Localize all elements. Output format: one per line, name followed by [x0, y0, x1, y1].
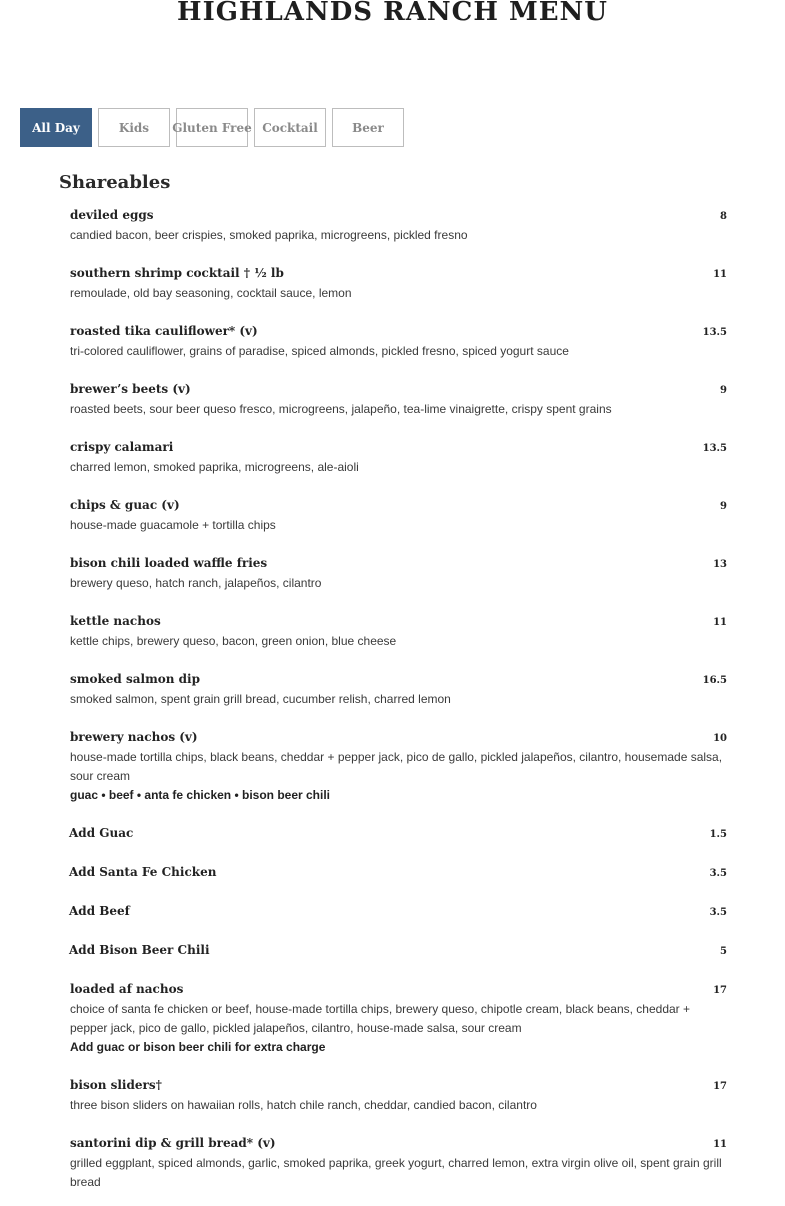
item-price: 9 — [720, 385, 727, 396]
item-name: southern shrimp cocktail † ½ lb — [70, 266, 284, 280]
menu-item — [70, 498, 727, 556]
item-name: roasted tika cauliflower* (v) — [70, 324, 258, 338]
item-price: 16.5 — [702, 675, 727, 686]
item-name: kettle nachos — [70, 614, 161, 628]
tab-kids[interactable]: Kids — [98, 108, 170, 147]
item-price: 17 — [713, 1081, 727, 1092]
item-description: house-made guacamole + tortilla chips — [70, 518, 276, 532]
item-name: chips & guac (v) — [70, 498, 180, 512]
addon-item — [70, 865, 727, 904]
item-name: deviled eggs — [70, 208, 154, 222]
item-name: smoked salmon dip — [70, 672, 201, 686]
item-price: 8 — [720, 211, 727, 222]
item-price: 11 — [713, 617, 727, 628]
item-price: 11 — [713, 1139, 727, 1150]
addon-price: 3.5 — [709, 868, 727, 879]
menu-item — [70, 556, 727, 614]
item-price: 13 — [713, 559, 727, 570]
item-description: tri-colored cauliflower, grains of paradise, spiced almonds, pickled fresno, spiced yogurt sauce — [70, 344, 569, 358]
menu-item — [70, 440, 727, 498]
addon-name: Add Beef — [69, 904, 130, 918]
item-price: 11 — [713, 269, 727, 280]
addon-item — [70, 826, 727, 865]
item-name: brewery nachos (v) — [70, 730, 198, 744]
item-description: three bison sliders on hawaiian rolls, hatch chile ranch, cheddar, candied bacon, cilantro — [70, 1098, 537, 1112]
addon-price: 1.5 — [709, 829, 727, 840]
item-description: kettle chips, brewery queso, bacon, green onion, blue cheese — [70, 634, 397, 648]
item-options: Add guac or bison beer chili for extra charge — [70, 1040, 326, 1054]
addon-item — [70, 943, 727, 982]
addon-name: Add Bison Beer Chili — [69, 943, 210, 957]
item-description: choice of santa fe chicken or beef, house-made tortilla chips, brewery queso, chipotle cream, black beans, cheddar + pepper jack, pico de gallo, pickled jalapeños, cilantro, house-made salsa, sour cream — [70, 1002, 691, 1035]
menu-items-list — [70, 208, 727, 1206]
tab-beer[interactable]: Beer — [332, 108, 404, 147]
item-name: santorini dip & grill bread* (v) — [70, 1136, 276, 1150]
item-description: grilled eggplant, spiced almonds, garlic, smoked paprika, greek yogurt, charred lemon, extra virgin olive oil, spent grain grill bread — [70, 1156, 722, 1189]
menu-item — [70, 382, 727, 440]
tab-all-day[interactable]: All Day — [20, 108, 92, 147]
menu-item — [70, 672, 727, 730]
item-description: candied bacon, beer crispies, smoked paprika, microgreens, pickled fresno — [70, 228, 468, 242]
addon-item — [70, 904, 727, 943]
item-options: guac • beef • anta fe chicken • bison beer chili — [70, 788, 331, 802]
item-description: house-made tortilla chips, black beans, cheddar + pepper jack, pico de gallo, pickled jalapeños, cilantro, housemade salsa, sour cream — [70, 750, 723, 783]
section-title-shareables: Shareables — [59, 172, 171, 193]
addon-price: 5 — [720, 946, 727, 957]
menu-item — [70, 614, 727, 672]
tab-gluten-free[interactable]: Gluten Free — [176, 108, 248, 147]
item-name: bison sliders† — [70, 1078, 162, 1092]
menu-item — [70, 730, 727, 826]
menu-tabs — [20, 108, 410, 147]
addon-name: Add Santa Fe Chicken — [69, 865, 217, 879]
addon-name: Add Guac — [69, 826, 134, 840]
item-name: bison chili loaded waffle fries — [70, 556, 268, 570]
item-description: roasted beets, sour beer queso fresco, microgreens, jalapeño, tea-lime vinaigrette, crispy spent grains — [70, 402, 612, 416]
item-description: remoulade, old bay seasoning, cocktail sauce, lemon — [70, 286, 352, 300]
menu-item — [70, 1136, 727, 1206]
menu-item — [70, 982, 727, 1078]
menu-item — [70, 324, 727, 382]
item-name: brewer’s beets (v) — [70, 382, 191, 396]
item-price: 17 — [713, 985, 727, 996]
item-description: charred lemon, smoked paprika, microgreens, ale-aioli — [70, 460, 359, 474]
item-name: loaded af nachos — [70, 982, 184, 996]
menu-item — [70, 208, 727, 266]
item-description: brewery queso, hatch ranch, jalapeños, cilantro — [70, 576, 322, 590]
menu-item — [70, 266, 727, 324]
menu-item — [70, 1078, 727, 1136]
item-price: 10 — [713, 733, 727, 744]
page-title: HIGHLANDS RANCH MENU — [177, 0, 608, 28]
addon-price: 3.5 — [709, 907, 727, 918]
item-price: 9 — [720, 501, 727, 512]
tab-cocktail[interactable]: Cocktail — [254, 108, 326, 147]
item-name: crispy calamari — [70, 440, 174, 454]
item-description: smoked salmon, spent grain grill bread, cucumber relish, charred lemon — [70, 692, 451, 706]
item-price: 13.5 — [702, 443, 727, 454]
item-price: 13.5 — [702, 327, 727, 338]
